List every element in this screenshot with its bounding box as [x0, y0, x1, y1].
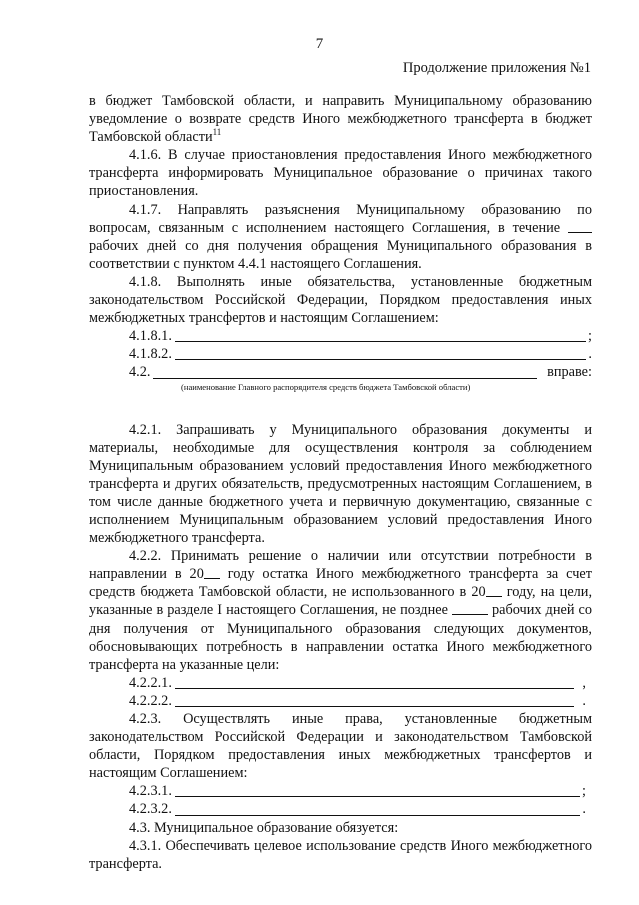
blank-line-4-2-3-1[interactable]	[175, 783, 580, 797]
footnote-ref: 11	[212, 127, 222, 138]
fill-line-4-1-8-1: 4.1.8.1. ;	[129, 328, 592, 345]
blank-year-field[interactable]	[204, 566, 220, 579]
paragraph-4-3: 4.3. Муниципальное образование обязуется:	[129, 819, 399, 836]
document-body	[89, 92, 592, 873]
fill-line-4-2-3-1: 4.2.3.1. ;	[129, 783, 586, 800]
blank-line-4-2-2-2[interactable]	[175, 693, 575, 707]
fill-line-4-1-8-2: 4.1.8.2. .	[129, 346, 592, 363]
blank-deadline-field[interactable]	[452, 602, 488, 615]
paragraph-4-2-2: 4.2.2. Принимать решение о наличии или отсутствии потребности в направлении в 20 году остатка Иного межбюджетного трансферта за счет средств бюджета Тамбовской области, не использованного в 20 году, на цели, указанные в разделе I настоящего Соглашения, не позднее рабочих дней со дня получения от Муниципального образования следующих документов, обосновывающих потребность в направлении остатка Иного межбюджетного трансферта на указанные цели:	[89, 548, 593, 673]
blank-line-4-2-2-1[interactable]	[175, 675, 575, 689]
fill-line-4-2-2-2: 4.2.2.2. .	[129, 692, 586, 709]
caption-main-administrator: (наименование Главного распорядителя средств бюджета Тамбовской области)	[181, 381, 471, 392]
paragraph-4-1-7: 4.1.7. Направлять разъяснения Муниципальному образованию по вопросам, связанным с исполнением настоящего Соглашения, в течение рабочих дней со дня получения обращения Муниципального образования в соответствии с пунктом 4.4.1 настоящего Соглашения.	[89, 201, 592, 272]
blank-line-4-2[interactable]	[153, 365, 537, 379]
paragraph-4-1-6: 4.1.6. В случае приостановления предоставления Иного межбюджетного трансферта информировать Муниципальное образование о причинах такого приостановления.	[89, 147, 592, 200]
paragraph-4-2-1: 4.2.1. Запрашивать у Муниципального образования документы и материалы, необходимые для осуществления контроля за соблюдением Муниципальным образованием условий предоставления Иного межбюджетного трансферта и других обязательств, предусмотренных настоящим Соглашением, в том числе данные бюджетного учета и первичную документацию, связанные с исполнением Муниципальным образованием условий предоставления Иного межбюджетного трансферта.	[89, 421, 592, 547]
paragraph-4-1-8: 4.1.8. Выполнять иные обязательства, установленные бюджетным законодательством Российской Федерации, Порядком предоставления иных межбюджетных трансфертов и настоящим Соглашением:	[89, 273, 592, 327]
blank-line-4-1-8-2[interactable]	[175, 346, 587, 360]
blank-line-4-1-8-1[interactable]	[175, 328, 586, 342]
page-number: 7	[315, 36, 324, 52]
fill-line-4-2-2-1: 4.2.2.1. ,	[129, 674, 586, 691]
paragraph-4-3-1: 4.3.1. Обеспечивать целевое использование средств Иного межбюджетного трансферта.	[89, 837, 592, 872]
blank-year-field-2[interactable]	[486, 584, 502, 597]
appendix-continuation: Продолжение приложения №1	[402, 60, 591, 76]
blank-line-4-2-3-2[interactable]	[175, 802, 581, 816]
paragraph-return-funds: в бюджет Тамбовской области, и направить Муниципальному образованию уведомление о возврате средств Иного межбюджетного трансферта в бюджет Тамбовской области$^{11}$	[89, 93, 592, 146]
fill-line-4-2: 4.2. вправе:	[129, 364, 592, 381]
fill-line-4-2-3-2: 4.2.3.2. .	[129, 801, 586, 818]
paragraph-4-2-3: 4.2.3. Осуществлять иные права, установленные бюджетным законодательством Российской Федерации и законодательством Тамбовской области, Порядком предоставления иных межбюджетных трансфертов и настоящим Соглашением:	[89, 711, 592, 782]
blank-days-field[interactable]	[568, 220, 592, 233]
